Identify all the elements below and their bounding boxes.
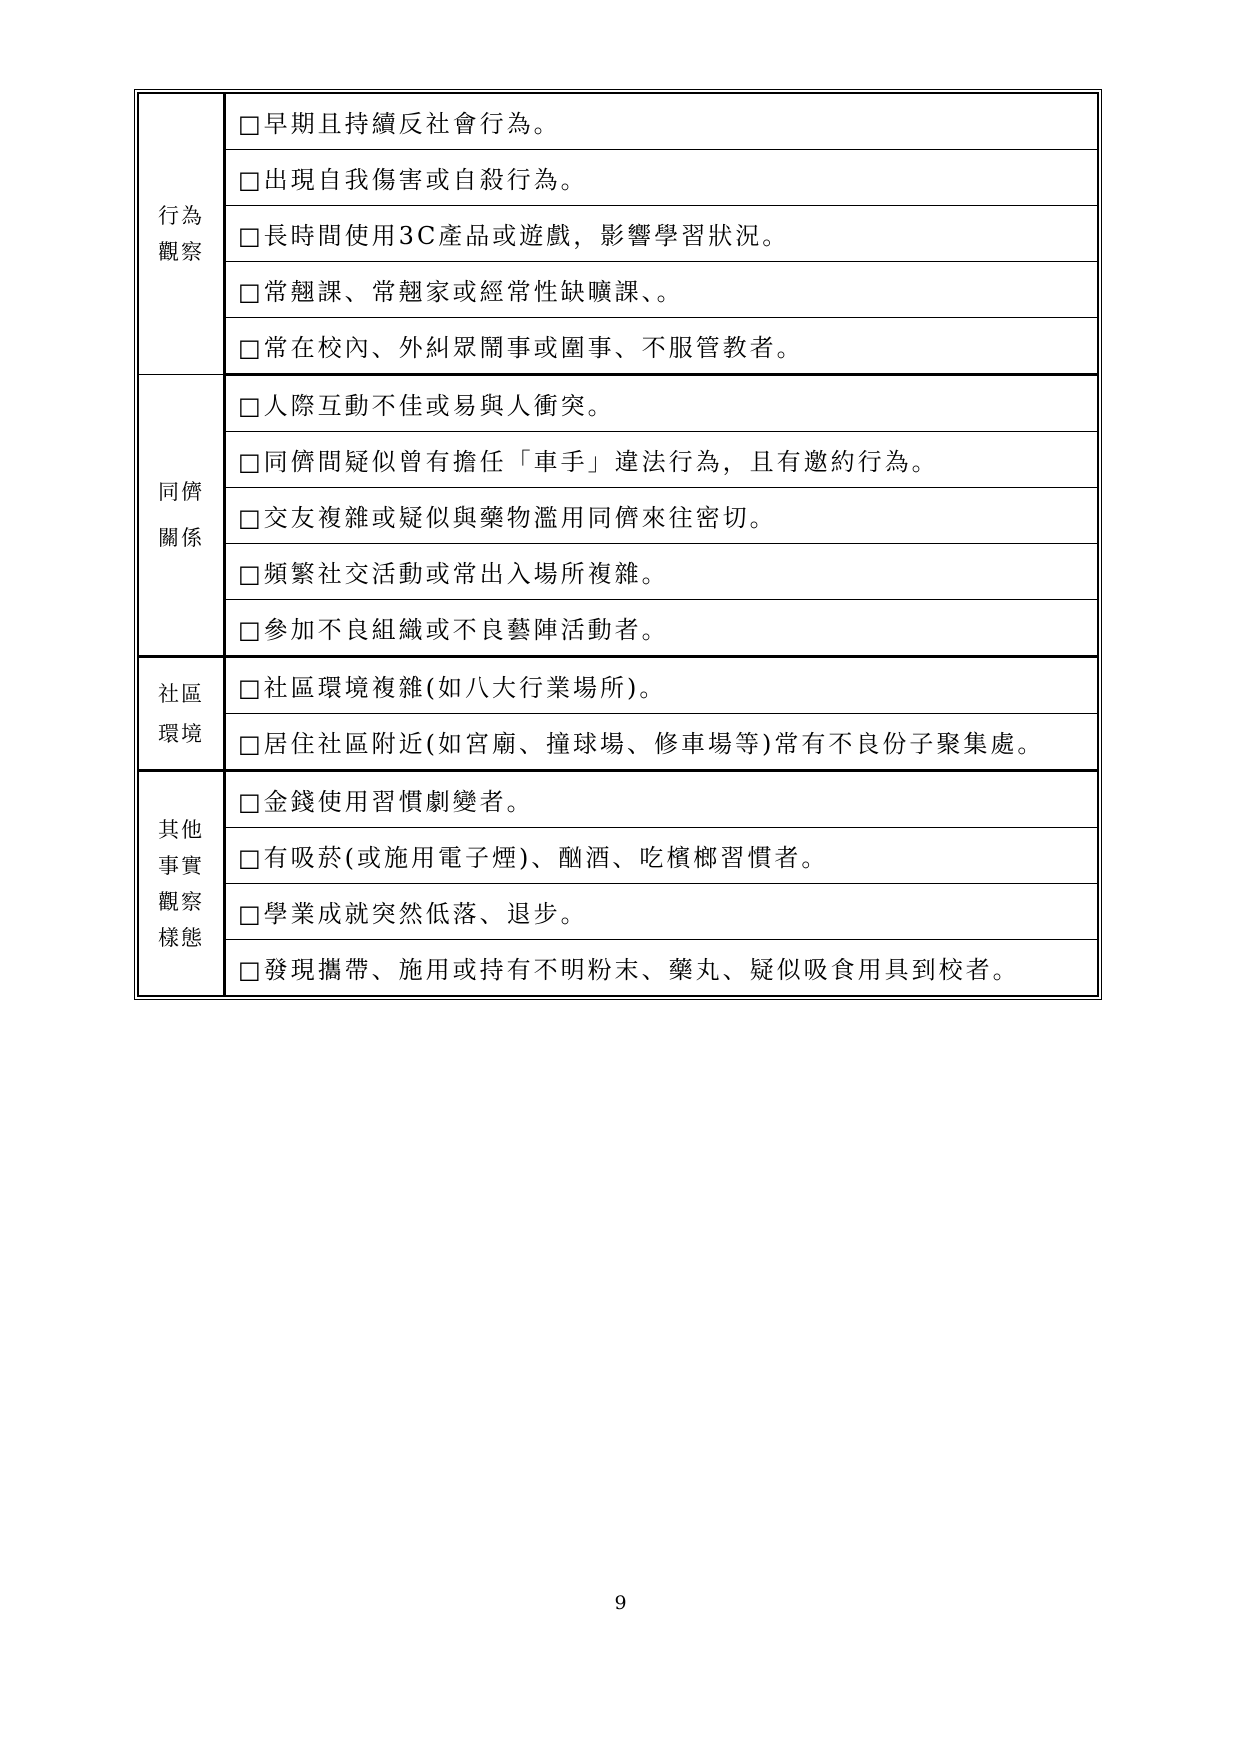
table-row: [139, 544, 1098, 600]
checklist-item[interactable]: □長時間使用3C產品或遊戲，影響學習狀況。: [225, 206, 1098, 262]
table-row: [139, 940, 1098, 996]
checklist-item[interactable]: □發現攜帶、施用或持有不明粉末、藥丸、疑似吸食用具到校者。: [225, 940, 1098, 996]
checklist-item[interactable]: □交友複雜或疑似與藥物濫用同儕來往密切。: [225, 488, 1098, 544]
checklist-item[interactable]: □有吸菸(或施用電子煙)、酗酒、吃檳榔習慣者。: [225, 828, 1098, 884]
table-row: [139, 206, 1098, 262]
table-row: [139, 828, 1098, 884]
category-behavior: 行為 觀察: [139, 94, 225, 375]
table-row: [139, 884, 1098, 940]
table-row: [139, 600, 1098, 657]
checklist-item[interactable]: □居住社區附近(如宮廟、撞球場、修車場等)常有不良份子聚集處。: [225, 714, 1098, 771]
checklist-item[interactable]: □早期且持續反社會行為。: [225, 94, 1098, 150]
checklist-table: [138, 93, 1098, 996]
category-community-environment: 社區 環境: [139, 657, 225, 771]
category-peer-relations: 同儕 關係: [139, 375, 225, 657]
checklist-item[interactable]: □常翹課、常翹家或經常性缺曠課、。: [225, 262, 1098, 318]
checklist-item[interactable]: □學業成就突然低落、退步。: [225, 884, 1098, 940]
checklist-item[interactable]: □同儕間疑似曾有擔任「車手」違法行為，且有邀約行為。: [225, 432, 1098, 488]
checklist-item[interactable]: □出現自我傷害或自殺行為。: [225, 150, 1098, 206]
checklist-item[interactable]: □參加不良組織或不良藝陣活動者。: [225, 600, 1098, 657]
table-row: [139, 375, 1098, 432]
observation-checklist-table: [134, 89, 1102, 1000]
checklist-item[interactable]: □社區環境複雜(如八大行業場所)。: [225, 657, 1098, 714]
table-row: [139, 488, 1098, 544]
table-row: [139, 262, 1098, 318]
checklist-item[interactable]: □頻繁社交活動或常出入場所複雜。: [225, 544, 1098, 600]
table-row: [139, 318, 1098, 375]
table-row: [139, 714, 1098, 771]
page-number: 9: [614, 1592, 627, 1614]
category-other-observations: 其他 事實 觀察 樣態: [139, 771, 225, 996]
checklist-item[interactable]: □金錢使用習慣劇變者。: [225, 771, 1098, 828]
table-row: [139, 771, 1098, 828]
table-row: [139, 150, 1098, 206]
table-row: [139, 657, 1098, 714]
checklist-item[interactable]: □常在校內、外糾眾鬧事或圍事、不服管教者。: [225, 318, 1098, 375]
checklist-item[interactable]: □人際互動不佳或易與人衝突。: [225, 375, 1098, 432]
table-row: [139, 432, 1098, 488]
table-row: [139, 94, 1098, 150]
